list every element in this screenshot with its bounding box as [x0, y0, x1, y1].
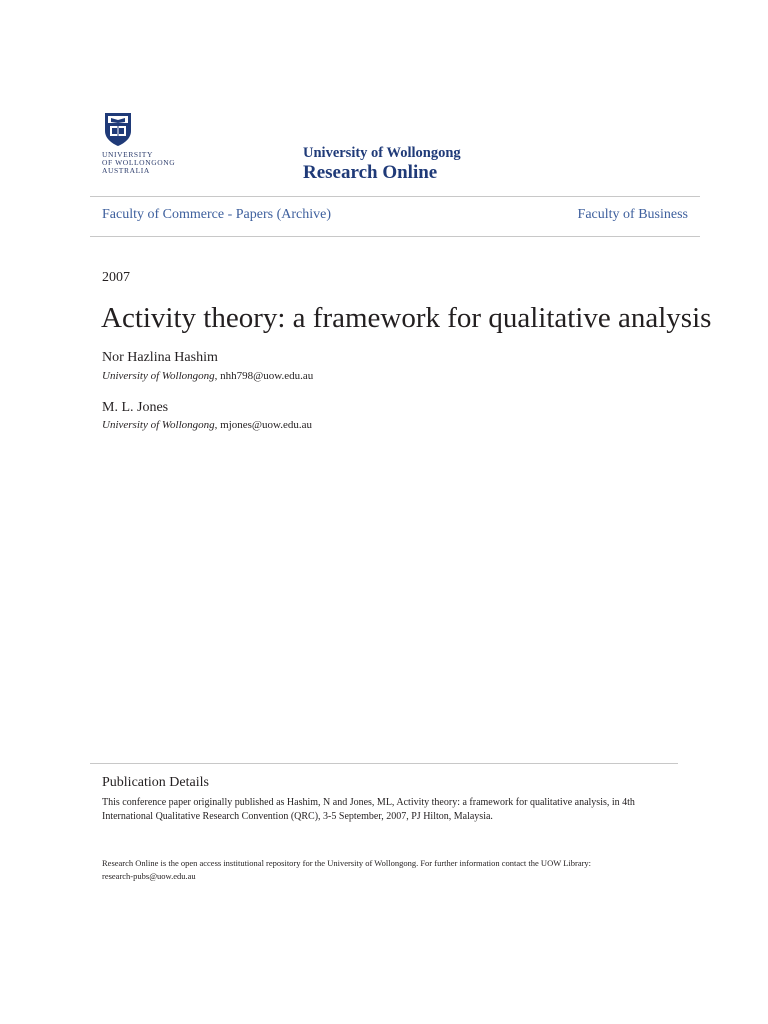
repository-footer — [102, 857, 672, 883]
author-name: M. L. Jones — [102, 400, 169, 415]
logo-wordmark — [102, 151, 192, 175]
repository-name: Research Online — [303, 162, 438, 183]
author-name: Nor Hazlina Hashim — [102, 350, 218, 365]
top-divider — [90, 196, 700, 197]
nav-divider — [90, 236, 700, 237]
publication-details-heading: Publication Details — [102, 775, 209, 790]
repository-header — [303, 145, 461, 184]
publication-divider — [90, 763, 678, 764]
repository-university: University of Wollongong — [303, 145, 461, 161]
affiliation-name: University of Wollongong — [102, 370, 215, 382]
author-email: , mjones@uow.edu.au — [214, 419, 313, 431]
author-email: , nhh798@uow.edu.au — [214, 370, 314, 382]
publication-year: 2007 — [102, 270, 130, 285]
footer-email: research-pubs@uow.edu.au — [102, 871, 196, 881]
affiliation-name: University of Wollongong — [102, 419, 215, 431]
publication-line: This conference paper originally published as Hashim, N and Jones, ML, Activity theory: a framework for qualitative analysis, in 4th — [102, 797, 635, 808]
logo-line-3: AUSTRALIA — [102, 166, 150, 175]
faculty-business-link[interactable]: Faculty of Business — [577, 207, 688, 222]
logo-line-2: OF WOLLONGONG — [102, 158, 176, 167]
crest-icon — [103, 111, 133, 147]
logo-line-1: UNIVERSITY — [102, 150, 153, 159]
author-affiliation — [102, 419, 312, 431]
faculty-commerce-link[interactable]: Faculty of Commerce - Papers (Archive) — [102, 207, 331, 222]
publication-details-text — [102, 796, 672, 824]
university-logo — [102, 111, 192, 175]
author-affiliation — [102, 370, 313, 382]
publication-line: International Qualitative Research Convention (QRC), 3-5 September, 2007, PJ Hilton, Malaysia. — [102, 811, 493, 822]
paper-title: Activity theory: a framework for qualitative analysis — [101, 302, 712, 334]
footer-line: Research Online is the open access institutional repository for the University of Wollongong. For further information contact the UOW Library: — [102, 858, 592, 868]
